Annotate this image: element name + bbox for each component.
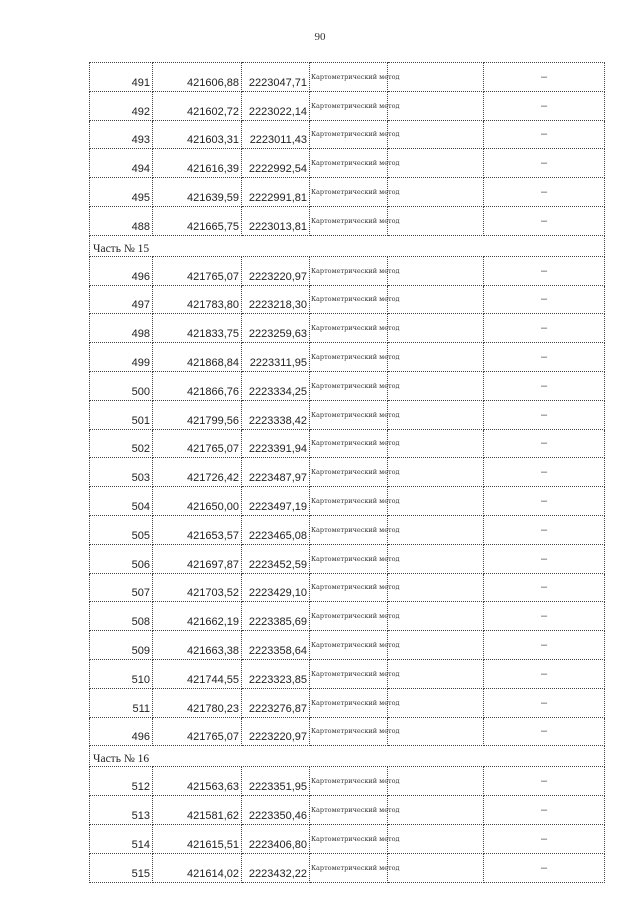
method-cell: Картометрический метод (310, 853, 388, 882)
dash-cell: – (484, 149, 605, 178)
method-cell: Картометрический метод (310, 659, 388, 688)
empty-cell (388, 343, 484, 372)
method-cell: Картометрический метод (310, 63, 388, 92)
empty-cell (388, 717, 484, 746)
method-cell: Картометрический метод (310, 206, 388, 235)
section-header-row (90, 746, 605, 767)
empty-cell (388, 487, 484, 516)
x-coordinate-cell: 421765,07 (153, 429, 242, 458)
empty-cell (388, 573, 484, 602)
table-row (90, 371, 605, 400)
empty-cell (388, 659, 484, 688)
y-coordinate-cell: 2223323,85 (242, 659, 310, 688)
y-coordinate-cell: 2222991,81 (242, 178, 310, 207)
method-cell: Картометрический метод (310, 149, 388, 178)
y-coordinate-cell: 2223452,59 (242, 544, 310, 573)
point-number-cell: 497 (90, 285, 153, 314)
table-row (90, 458, 605, 487)
y-coordinate-cell: 2223334,25 (242, 371, 310, 400)
dash-cell: – (484, 314, 605, 343)
empty-cell (388, 91, 484, 120)
empty-cell (388, 314, 484, 343)
table-row (90, 487, 605, 516)
y-coordinate-cell: 2223218,30 (242, 285, 310, 314)
point-number-cell: 510 (90, 659, 153, 688)
point-number-cell: 512 (90, 767, 153, 796)
empty-cell (388, 63, 484, 92)
dash-cell: – (484, 573, 605, 602)
point-number-cell: 498 (90, 314, 153, 343)
dash-cell: – (484, 631, 605, 660)
point-number-cell: 502 (90, 429, 153, 458)
empty-cell (388, 256, 484, 285)
x-coordinate-cell: 421614,02 (153, 853, 242, 882)
dash-cell: – (484, 400, 605, 429)
y-coordinate-cell: 2222992,54 (242, 149, 310, 178)
dash-cell: – (484, 285, 605, 314)
y-coordinate-cell: 2223022,14 (242, 91, 310, 120)
x-coordinate-cell: 421703,52 (153, 573, 242, 602)
dash-cell: – (484, 429, 605, 458)
coordinates-table (89, 62, 605, 883)
y-coordinate-cell: 2223259,63 (242, 314, 310, 343)
empty-cell (388, 429, 484, 458)
point-number-cell: 506 (90, 544, 153, 573)
y-coordinate-cell: 2223391,94 (242, 429, 310, 458)
method-cell: Картометрический метод (310, 573, 388, 602)
empty-cell (388, 631, 484, 660)
dash-cell: – (484, 796, 605, 825)
dash-cell: – (484, 120, 605, 149)
x-coordinate-cell: 421650,00 (153, 487, 242, 516)
method-cell: Картометрический метод (310, 429, 388, 458)
y-coordinate-cell: 2223432,22 (242, 853, 310, 882)
dash-cell: – (484, 659, 605, 688)
table-row (90, 631, 605, 660)
point-number-cell: 515 (90, 853, 153, 882)
table-row (90, 824, 605, 853)
point-number-cell: 493 (90, 120, 153, 149)
x-coordinate-cell: 421833,75 (153, 314, 242, 343)
table-row (90, 796, 605, 825)
table-row (90, 206, 605, 235)
page-number: 90 (314, 31, 326, 43)
method-cell: Картометрический метод (310, 602, 388, 631)
table-row (90, 91, 605, 120)
y-coordinate-cell: 2223406,80 (242, 824, 310, 853)
dash-cell: – (484, 343, 605, 372)
empty-cell (388, 178, 484, 207)
point-number-cell: 494 (90, 149, 153, 178)
method-cell: Картометрический метод (310, 824, 388, 853)
empty-cell (388, 515, 484, 544)
x-coordinate-cell: 421744,55 (153, 659, 242, 688)
point-number-cell: 488 (90, 206, 153, 235)
method-cell: Картометрический метод (310, 371, 388, 400)
method-cell: Картометрический метод (310, 91, 388, 120)
empty-cell (388, 824, 484, 853)
x-coordinate-cell: 421665,75 (153, 206, 242, 235)
table-row (90, 256, 605, 285)
dash-cell: – (484, 63, 605, 92)
method-cell: Картометрический метод (310, 767, 388, 796)
point-number-cell: 511 (90, 688, 153, 717)
table-row (90, 285, 605, 314)
dash-cell: – (484, 824, 605, 853)
empty-cell (388, 602, 484, 631)
empty-cell (388, 853, 484, 882)
y-coordinate-cell: 2223011,43 (242, 120, 310, 149)
dash-cell: – (484, 487, 605, 516)
empty-cell (388, 458, 484, 487)
point-number-cell: 499 (90, 343, 153, 372)
point-number-cell: 507 (90, 573, 153, 602)
method-cell: Картометрический метод (310, 515, 388, 544)
empty-cell (388, 206, 484, 235)
y-coordinate-cell: 2223220,97 (242, 717, 310, 746)
y-coordinate-cell: 2223385,69 (242, 602, 310, 631)
method-cell: Картометрический метод (310, 688, 388, 717)
method-cell: Картометрический метод (310, 178, 388, 207)
dash-cell: – (484, 371, 605, 400)
point-number-cell: 496 (90, 256, 153, 285)
table-row (90, 544, 605, 573)
table-row (90, 400, 605, 429)
method-cell: Картометрический метод (310, 631, 388, 660)
point-number-cell: 505 (90, 515, 153, 544)
dash-cell: – (484, 458, 605, 487)
y-coordinate-cell: 2223429,10 (242, 573, 310, 602)
method-cell: Картометрический метод (310, 717, 388, 746)
y-coordinate-cell: 2223487,97 (242, 458, 310, 487)
method-cell: Картометрический метод (310, 796, 388, 825)
point-number-cell: 496 (90, 717, 153, 746)
empty-cell (388, 120, 484, 149)
y-coordinate-cell: 2223465,08 (242, 515, 310, 544)
x-coordinate-cell: 421615,51 (153, 824, 242, 853)
table-row (90, 314, 605, 343)
x-coordinate-cell: 421726,42 (153, 458, 242, 487)
x-coordinate-cell: 421765,07 (153, 256, 242, 285)
x-coordinate-cell: 421765,07 (153, 717, 242, 746)
section-label: Часть № 16 (90, 746, 605, 767)
y-coordinate-cell: 2223276,87 (242, 688, 310, 717)
point-number-cell: 500 (90, 371, 153, 400)
x-coordinate-cell: 421868,84 (153, 343, 242, 372)
table-row (90, 343, 605, 372)
x-coordinate-cell: 421606,88 (153, 63, 242, 92)
empty-cell (388, 767, 484, 796)
empty-cell (388, 544, 484, 573)
point-number-cell: 501 (90, 400, 153, 429)
dash-cell: – (484, 717, 605, 746)
x-coordinate-cell: 421616,39 (153, 149, 242, 178)
table-row (90, 659, 605, 688)
empty-cell (388, 371, 484, 400)
table-row (90, 853, 605, 882)
point-number-cell: 503 (90, 458, 153, 487)
x-coordinate-cell: 421663,38 (153, 631, 242, 660)
x-coordinate-cell: 421866,76 (153, 371, 242, 400)
dash-cell: – (484, 178, 605, 207)
point-number-cell: 509 (90, 631, 153, 660)
table-row (90, 515, 605, 544)
method-cell: Картометрический метод (310, 400, 388, 429)
method-cell: Картометрический метод (310, 343, 388, 372)
dash-cell: – (484, 515, 605, 544)
y-coordinate-cell: 2223497,19 (242, 487, 310, 516)
method-cell: Картометрический метод (310, 256, 388, 285)
y-coordinate-cell: 2223358,64 (242, 631, 310, 660)
x-coordinate-cell: 421581,62 (153, 796, 242, 825)
empty-cell (388, 149, 484, 178)
table-row (90, 178, 605, 207)
point-number-cell: 492 (90, 91, 153, 120)
x-coordinate-cell: 421662,19 (153, 602, 242, 631)
x-coordinate-cell: 421639,59 (153, 178, 242, 207)
point-number-cell: 495 (90, 178, 153, 207)
coordinates-table-body (90, 63, 605, 883)
dash-cell: – (484, 767, 605, 796)
table-row (90, 429, 605, 458)
x-coordinate-cell: 421783,80 (153, 285, 242, 314)
dash-cell: – (484, 602, 605, 631)
x-coordinate-cell: 421780,23 (153, 688, 242, 717)
y-coordinate-cell: 2223013,81 (242, 206, 310, 235)
method-cell: Картометрический метод (310, 487, 388, 516)
empty-cell (388, 285, 484, 314)
empty-cell (388, 796, 484, 825)
table-row (90, 149, 605, 178)
table-row (90, 767, 605, 796)
y-coordinate-cell: 2223220,97 (242, 256, 310, 285)
x-coordinate-cell: 421602,72 (153, 91, 242, 120)
y-coordinate-cell: 2223047,71 (242, 63, 310, 92)
y-coordinate-cell: 2223350,46 (242, 796, 310, 825)
dash-cell: – (484, 256, 605, 285)
table-row (90, 717, 605, 746)
y-coordinate-cell: 2223311,95 (242, 343, 310, 372)
x-coordinate-cell: 421799,56 (153, 400, 242, 429)
table-row (90, 63, 605, 92)
table-row (90, 602, 605, 631)
x-coordinate-cell: 421697,87 (153, 544, 242, 573)
table-row (90, 120, 605, 149)
method-cell: Картометрический метод (310, 120, 388, 149)
section-header-row (90, 235, 605, 256)
method-cell: Картометрический метод (310, 314, 388, 343)
point-number-cell: 513 (90, 796, 153, 825)
dash-cell: – (484, 544, 605, 573)
y-coordinate-cell: 2223351,95 (242, 767, 310, 796)
method-cell: Картометрический метод (310, 458, 388, 487)
section-label: Часть № 15 (90, 235, 605, 256)
y-coordinate-cell: 2223338,42 (242, 400, 310, 429)
dash-cell: – (484, 853, 605, 882)
empty-cell (388, 400, 484, 429)
method-cell: Картометрический метод (310, 544, 388, 573)
method-cell: Картометрический метод (310, 285, 388, 314)
point-number-cell: 504 (90, 487, 153, 516)
x-coordinate-cell: 421653,57 (153, 515, 242, 544)
dash-cell: – (484, 91, 605, 120)
table-row (90, 688, 605, 717)
x-coordinate-cell: 421603,31 (153, 120, 242, 149)
dash-cell: – (484, 688, 605, 717)
empty-cell (388, 688, 484, 717)
x-coordinate-cell: 421563,63 (153, 767, 242, 796)
point-number-cell: 508 (90, 602, 153, 631)
point-number-cell: 491 (90, 63, 153, 92)
dash-cell: – (484, 206, 605, 235)
table-row (90, 573, 605, 602)
point-number-cell: 514 (90, 824, 153, 853)
